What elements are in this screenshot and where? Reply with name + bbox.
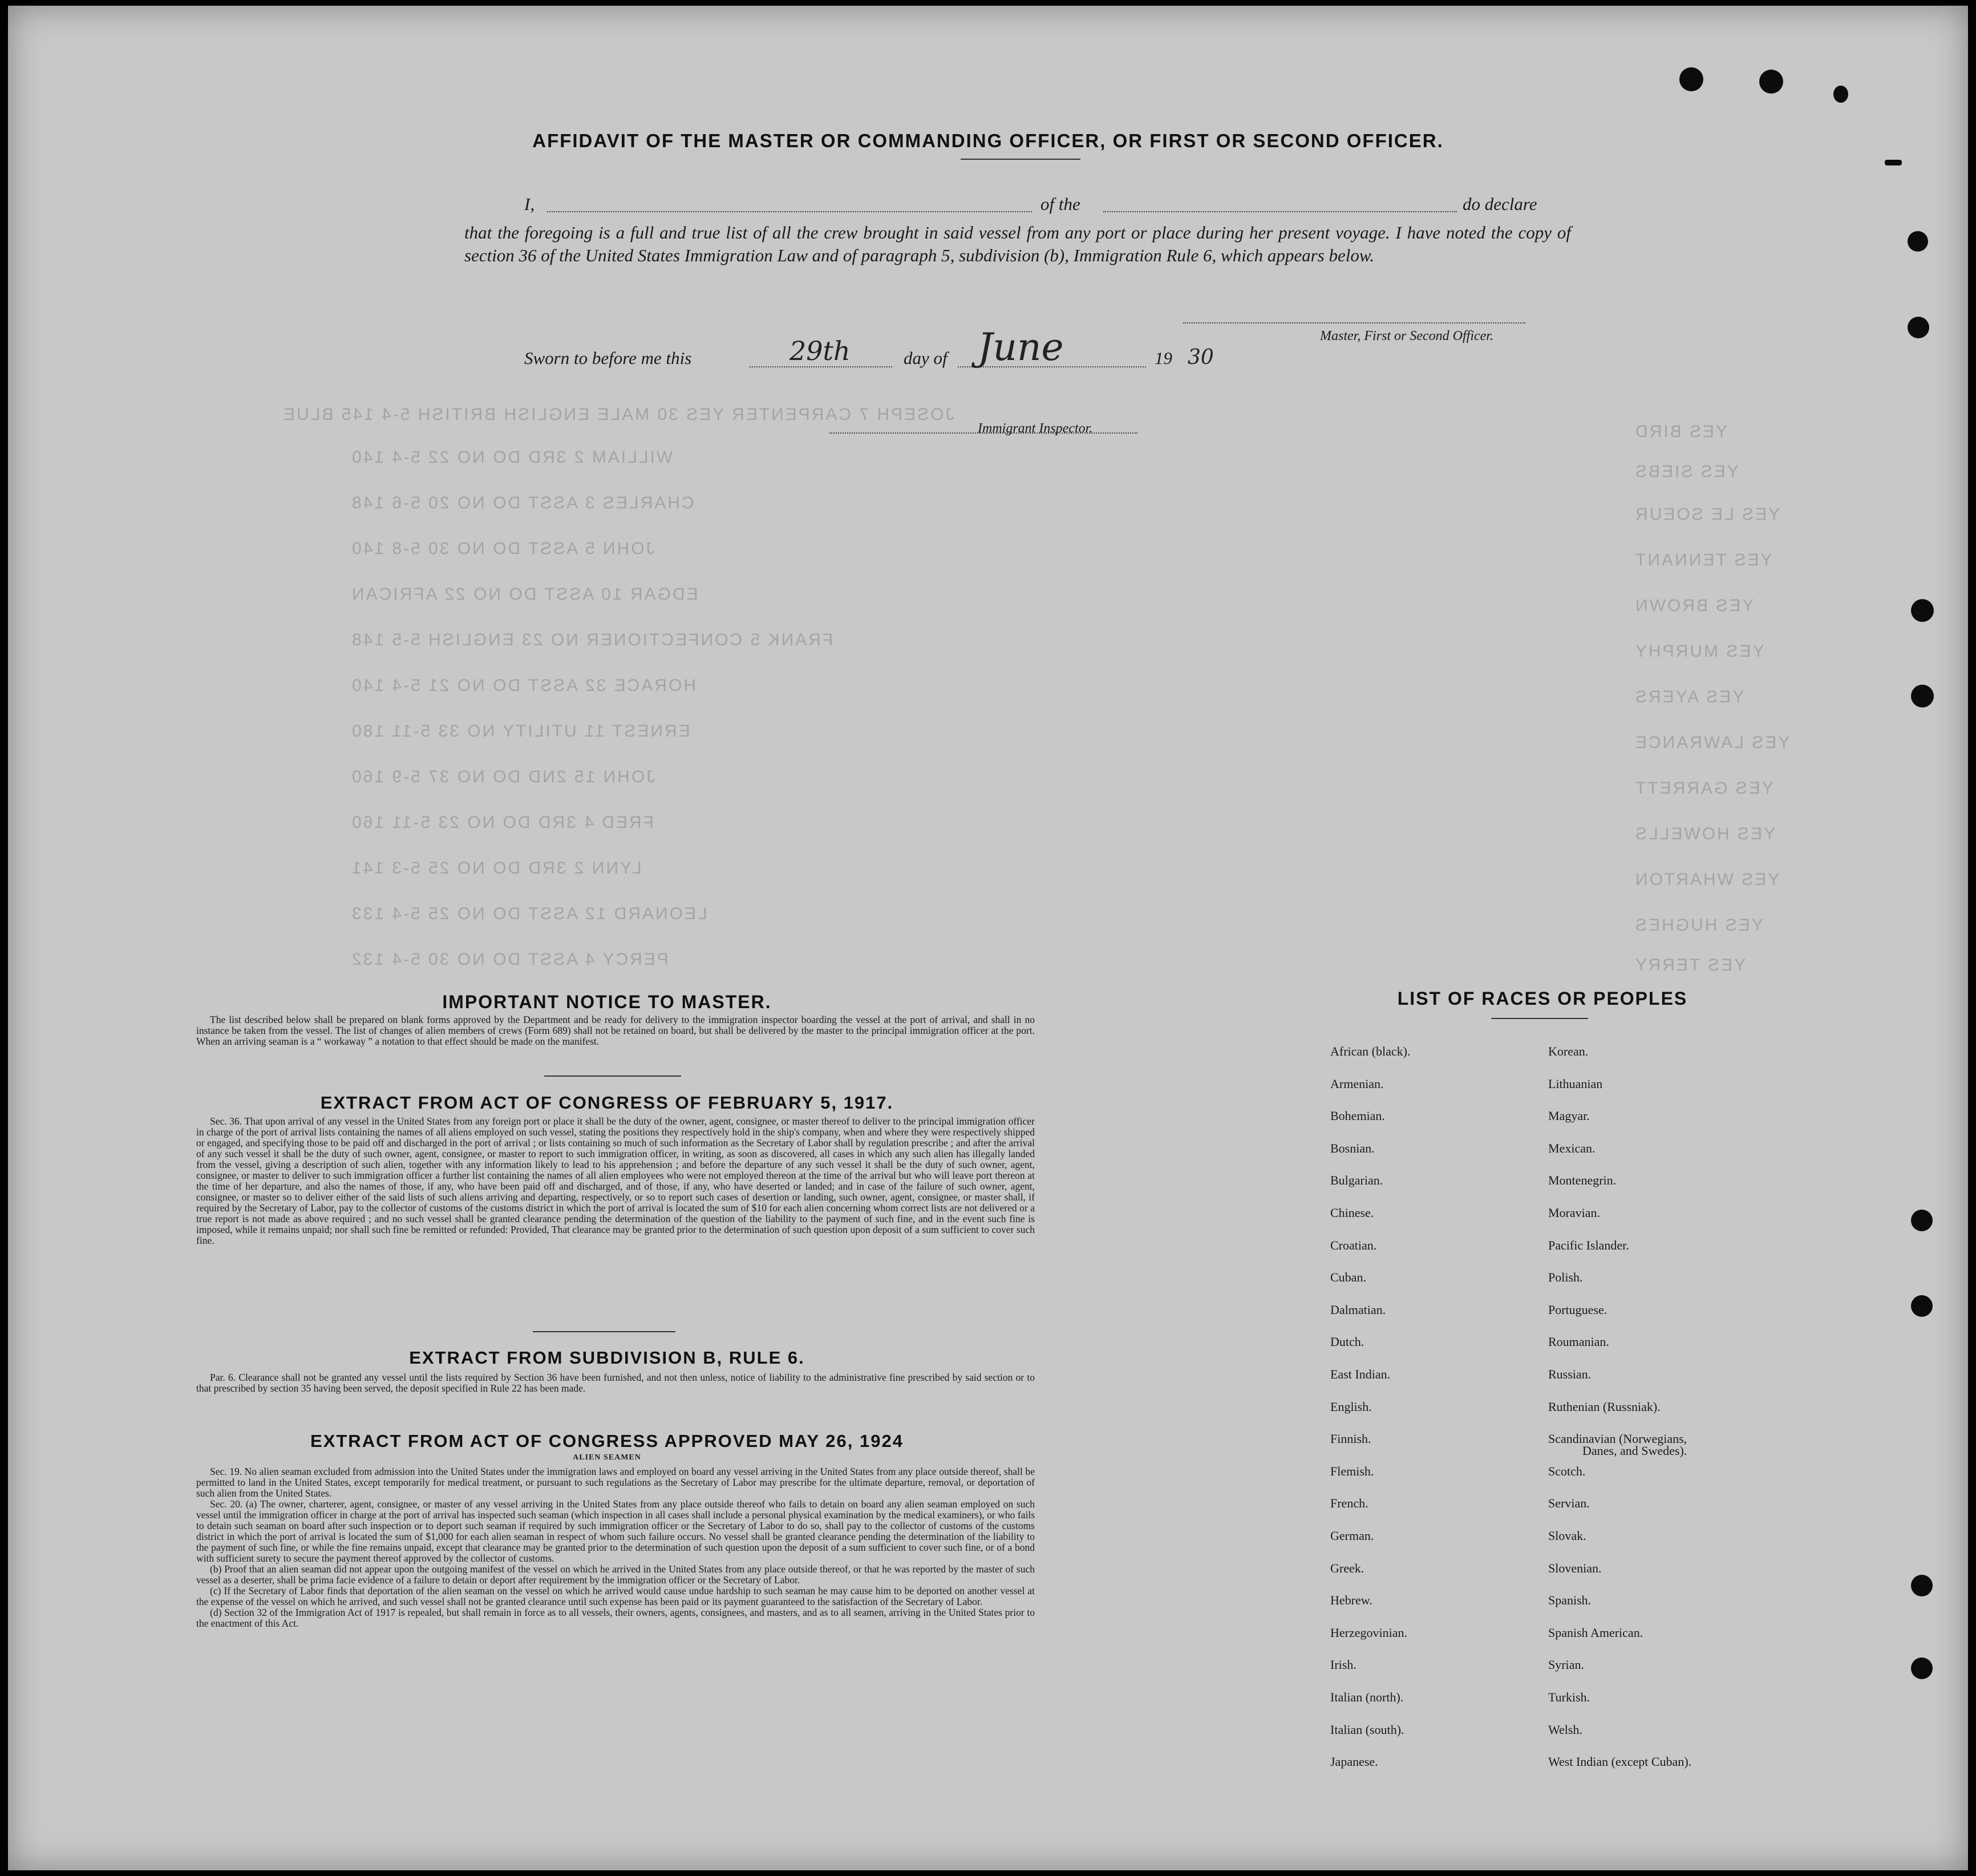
sworn-label: Sworn to before me this — [524, 348, 692, 368]
extract-1924-title: EXTRACT FROM ACT OF CONGRESS APPROVED MAY 26, 1924 — [310, 1431, 904, 1451]
race-entry: Roumanian. — [1548, 1335, 1609, 1349]
race-entry: African (black). — [1330, 1044, 1411, 1058]
race-entry: Dalmatian. — [1330, 1303, 1386, 1317]
par-6-text: Par. 6. Clearance shall not be granted any vessel until the lists required by Section 36 have been furnished, and not then unless, notice of liability to the administrative fine prescribed by said section or to that prescribed by section 35 having been served, the deposit specified in Rule 22 has been made. — [196, 1372, 1035, 1394]
race-entry: Korean. — [1548, 1044, 1589, 1058]
race-entry: English. — [1330, 1400, 1372, 1414]
race-entry: Bohemian. — [1330, 1109, 1385, 1123]
section-divider — [544, 1076, 681, 1077]
race-entry: Servian. — [1548, 1496, 1590, 1510]
sec-19-text: Sec. 19. No alien seaman excluded from admission into the United States under the immigration laws and employed on board any vessel arriving in the United States from any place outside thereof, shall be permitted to land in the United States, except temporarily for medical treatment, or pursuant to such regulations as the Secretary of Labor may prescribe for the ultimate departure, removal, or deportation of such alien from the United States. — [196, 1466, 1035, 1499]
race-entry: Scotch. — [1548, 1464, 1586, 1478]
race-entry: West Indian (except Cuban). — [1548, 1754, 1692, 1769]
race-entry: Spanish. — [1548, 1593, 1592, 1607]
section-divider — [533, 1331, 675, 1332]
title-divider — [961, 159, 1080, 160]
extract-1917-title: EXTRACT FROM ACT OF CONGRESS OF FEBRUARY 5, 1917. — [320, 1093, 894, 1113]
extract-rule6-title: EXTRACT FROM SUBDIVISION B, RULE 6. — [409, 1348, 805, 1368]
vessel-name-blank[interactable] — [1103, 211, 1457, 212]
important-notice-body — [196, 1014, 1035, 1047]
race-entry: Syrian. — [1548, 1657, 1584, 1672]
race-entry: Finnish. — [1330, 1432, 1371, 1446]
year-prefix: 19 — [1155, 348, 1172, 368]
affidavit-declare-label: do declare — [1463, 194, 1537, 214]
race-entry: Japanese. — [1330, 1754, 1378, 1769]
race-entry: Cuban. — [1330, 1270, 1366, 1284]
race-entry: Lithuanian — [1548, 1077, 1603, 1091]
race-entry: Scandinavian (Norwegians, — [1548, 1432, 1687, 1446]
master-name-blank[interactable] — [547, 211, 1032, 212]
race-entry: Bosnian. — [1330, 1141, 1375, 1155]
race-entry: Italian (north). — [1330, 1690, 1404, 1704]
race-entry: Polish. — [1548, 1270, 1583, 1284]
race-entry: Flemish. — [1330, 1464, 1374, 1478]
race-entry-continuation: Danes, and Swedes). — [1582, 1444, 1687, 1458]
day-of-label: day of — [904, 348, 947, 368]
alien-seamen-subtitle: ALIEN SEAMEN — [573, 1453, 641, 1462]
signature-line[interactable] — [1183, 322, 1525, 324]
race-entry: Croatian. — [1330, 1238, 1377, 1252]
affidavit-body: that the foregoing is a full and true list of all the crew brought in said vessel from any port or place during her present voyage. I have noted the copy of section 36 of the United States Immigration Law and of paragraph 5, subdivision (b), Immigration Rule 6, which appears below. — [464, 223, 1571, 265]
race-entry: Magyar. — [1548, 1109, 1590, 1123]
section-36-text: Sec. 36. That upon arrival of any vessel in the United States from any foreign port or place it shall be the duty of the owner, agent, consignee, or master thereof to deliver to the principal immigration officer in charge of the port of arrival lists containing the names of all aliens employed on such vessel, stating the positions they respectively hold in the ship's company, when and where they were respectively shipped or engaged, and specifying those to be paid off and discharged in the port of arrival ; or lists containing so much of such information as the Secretary of Labor shall by regulation prescribe ; and after the arrival of any such vessel it shall be the duty of such owner, agent, consignee, or master to report to such immigration officer, in writing, as soon as discovered, all cases in which any such alien has illegally landed from the vessel, giving a description of such alien, together with any information likely to lead to his apprehension ; and before the departure of any such vessel it shall be the duty of such owner, agent, consignee, or master to deliver to such immigration officer a further list containing the names of all alien employees who were not employed thereon at the time of the arrival but who will leave port thereon at the time of her departure, and also the names of those, if any, who have been paid off and discharged, and of those, if any, who have deserted or landed; and in case of the failure of such owner, agent, consignee, or master so to deliver either of the said lists of such aliens arriving and departing, respectively, or so to report such cases of desertion or landing, such owner, agent, consignee, or master shall, if required by the Secretary of Labor, pay to the collector of customs of the customs district in which the port of arrival is located the sum of $10 for each alien concerning whom correct lists are not delivered or a true report is not made as above required ; and no such vessel shall be granted clearance pending the determination of the question of the liability to the payment of such fine, and in the event such fine is imposed, while it remains unpaid; nor shall such fine be remitted or refunded: Provided, That clearance may be granted prior to the determination of such question upon deposit of a sum sufficient to cover such fine. — [196, 1115, 1035, 1246]
important-notice-text: The list described below shall be prepared on blank forms approved by the Department and be ready for delivery to the immigration inspector boarding the vessel at the port of arrival, and shall in no instance be taken from the vessel. The list of changes of alien members of crews (Form 689) shall not be retained on board, but shall be delivered by the master to the principal immigration officer at the port. When an arriving seaman is a “ workaway ” a notation to that effect should be made on the manifest. — [196, 1014, 1035, 1047]
race-entry: French. — [1330, 1496, 1368, 1510]
race-entry: Armenian. — [1330, 1077, 1384, 1091]
race-entry: Montenegrin. — [1548, 1173, 1617, 1187]
day-handwritten: 29th — [789, 335, 851, 366]
sec-20a-text: Sec. 20. (a) The owner, charterer, agent, consignee, or master of any vessel arriving in the United States from any place outside thereof who fails to detain on board any alien seaman employed on such vessel until the immigration officer in charge at the port of arrival has inspected such seaman (which inspection in all cases shall include a personal physical examination by the medical examiners), or who fails to detain such seaman on board after such inspection or to deport such seaman if required by such immigration officer or the Secretary of Labor to do so, shall pay to the collector of customs of the customs district in which the port of arrival is located the sum of $1,000 for each alien seaman in respect of whom such failure occurs. No vessel shall be granted clearance pending the determination of the liability to the payment of such fine, or while the fine remains unpaid, except that clearance may be granted prior to the determination of such question upon the deposit of a sum sufficient to cover such fine, or of a bond with sufficient surety to secure the payment thereof approved by the collector of customs. — [196, 1498, 1035, 1564]
race-entry: Hebrew. — [1330, 1593, 1372, 1607]
signature-caption: Master, First or Second Officer. — [1320, 329, 1493, 343]
race-entry: Irish. — [1330, 1657, 1357, 1672]
important-notice-title: IMPORTANT NOTICE TO MASTER. — [442, 992, 772, 1012]
race-entry: Dutch. — [1330, 1335, 1364, 1349]
race-entry: Italian (south). — [1330, 1723, 1404, 1737]
race-entry: Turkish. — [1548, 1690, 1590, 1704]
day-blank[interactable] — [750, 366, 892, 367]
sec-20d-text: (d) Section 32 of the Immigration Act of 1917 is repealed, but shall remain in force as to all vessels, their owners, agents, consignees, and masters, and as to all seamen, arriving in the United States prior to the enactment of this Act. — [196, 1607, 1035, 1629]
race-entry: Russian. — [1548, 1367, 1592, 1381]
month-handwritten: June — [978, 325, 1064, 369]
extract-1924-body — [196, 1466, 1035, 1629]
affidavit-i-label: I, — [524, 194, 535, 214]
race-entry: Chinese. — [1330, 1206, 1374, 1220]
year-handwritten: 30 — [1188, 346, 1214, 369]
race-entry: Portuguese. — [1548, 1303, 1607, 1317]
sec-20c-text: (c) If the Secretary of Labor finds that deportation of the alien seaman on the vessel on which he arrived would cause undue hardship to such seaman he may cause him to be deported on another vessel at the expense of the vessel on which he arrived, and such vessel shall not be granted clearance until such expense has been paid or its payment guaranteed to the satisfaction of the Secretary of Labor. — [196, 1585, 1035, 1607]
extract-1917-body — [196, 1116, 1035, 1246]
race-entry: Slovenian. — [1548, 1561, 1602, 1575]
races-divider — [1491, 1018, 1588, 1019]
affidavit-title: AFFIDAVIT OF THE MASTER OR COMMANDING OFFICER, OR FIRST OR SECOND OFFICER. — [532, 130, 1444, 151]
race-entry: Bulgarian. — [1330, 1173, 1383, 1187]
race-entry: Mexican. — [1548, 1141, 1596, 1155]
race-entry: Welsh. — [1548, 1723, 1582, 1737]
sec-20b-text: (b) Proof that an alien seaman did not appear upon the outgoing manifest of the vessel on which he arrived in the United States from any place outside thereof, or that he was reported by the master of such vessel as a deserter, shall be prima facie evidence of a failure to detain or deport after requirement by the immigration officer or the Secretary of Labor. — [196, 1563, 1035, 1586]
manifest-page: JOSEPH 7 CARPENTER YES 30 MALE ENGLISH BRITISH 5-4 145 BLUE WILLIAM 2 3RD DO NO 22 5-4 140 CHARLES 3 ASST DO NO 20 5-6 148 JOHN 5 ASST DO NO 30 5-8 140 EDGAR 10 ASST DO NO 22 AFRICAN FRANK 5 CONFECTIONER NO 23 ENGLISH 5-5 148 HORACE 32 ASST DO NO 21 5-4 140 ERNEST 11 UTILITY NO 33 5-11 180 JOHN 15 2ND DO NO 37 5-9 160 FRED 4 3RD DO NO 23 5-11 160 LYNN 2 3RD DO NO 25 5-3 141 LEONARD 12 ASST DO NO 25 5-4 133 PERCY 4 ASST DO NO 30 5-4 132 YES BIRD YES SIEBS YES LE SOEUR YES TENNANT YES BROWN YES MURPHY YES AYERS YES LAWRANCE YES GARRETT YES HOWELLS YES WHARTON YES HUGHES YES TERRY AFFIDAVIT OF THE MASTER OR COMMANDING OFFICER, OR FIRST OR SECOND OFFICER. I, of the do declare that the foregoing is a full and true list of all the crew brought in said vessel from any port or place during her present voyage. I have noted the copy of section 36 of the United States Immigration Law and of paragraph 5, subdivision (b), Immigration Rule 6, which appears below. Master, First or Second Officer. Sworn to before me this 29th day of June 19 30 Immigrant Inspector. IMPORTANT NOTICE TO MASTER. The list described below shall be prepared on blank forms approved by the Department and be ready for delivery to the immigration inspector boarding the vessel at the port of arrival, and shall in no instance be taken from the vessel. The list of changes of alien members of crews (Form 689) shall not be retained on board, but shall be delivered by the master to the principal immigration officer at the port. When an arriving seaman is a “ workaway ” a notation to that effect should be made on the manifest. EXTRACT FROM ACT OF CONGRESS OF FEBRUARY 5, 1917. Sec. 36. That upon arrival of any vessel in the United States from any foreign port or place it shall be the duty of the owner, agent, consignee, or master thereof to deliver to the principal immigration officer in charge of the port of arrival lists containing the names of all aliens employed on such vessel, stating the positions they respectively hold in the ship's company, when and where they were respectively shipped or engaged, and specifying those to be paid off and discharged in the port of arrival ; or lists containing so much of such information as the Secretary of Labor shall by regulation prescribe ; and after the arrival of any such vessel it shall be the duty of such owner, agent, consignee, or master to report to such immigration officer, in writing, as soon as discovered, all cases in which any such alien has illegally landed from the vessel, giving a description of such alien, together with any information likely to lead to his apprehension ; and before the departure of any such vessel it shall be the duty of such owner, agent, consignee, or master to deliver to such immigration officer a further list containing the names of all alien employees who were not employed thereon at the time of the arrival but who will leave port thereon at the time of her departure, and also the names of those, if any, who have been paid off and discharged, and of those, if any, who have deserted or landed; and in case of the failure of such owner, agent, consignee, or master so to deliver either of the said lists of such aliens arriving and departing, respectively, or so to report such cases of desertion or landing, such owner, agent, consignee, or master shall, if required by the Secretary of Labor, pay to the collector of customs of the customs district in which the port of arrival is located the sum of $10 for each alien concerning whom correct lists are not delivered or a true report is not made as above required ; and no such vessel shall be granted clearance pending the determination of the question of the liability to the payment of such fine, and in the event such fine is imposed, while it remains unpaid; nor shall such fine be remitted or refunded: Provided, That clearance may be granted prior to the determination of such question upon deposit of a sum sufficient to cover such fine. EXTRACT FROM SUBDIVISION B, RULE 6. Par. 6. Clearance shall not be granted any vessel until the lists required by Section 36 have been furnished, and not then unless, notice of liability to the administrative fine prescribed by said section or to that prescribed by section 35 having been served, the deposit specified in Rule 22 has been made. EXTRACT FROM ACT OF CONGRESS APPROVED MAY 26, 1924 ALIEN SEAMEN Sec. 19. No alien seaman excluded from admission into the United States under the immigration laws and employed on board any vessel arriving in the United States from any place outside thereof, shall be permitted to land in the United States, except temporarily for medical treatment, or pursuant to such regulations as the Secretary of Labor may prescribe for the ultimate departure, removal, or deportation of such alien from the United States. Sec. 20. (a) The owner, charterer, agent, consignee, or master of any vessel arriving in the United States from any place outside thereof who fails to detain on board any alien seaman employed on such vessel until the immigration officer in charge at the port of arrival has inspected such seaman (which inspection in all cases shall include a personal physical examination by the medical examiners), or who fails to detain such seaman on board after such inspection or to deport such seaman if required by such immigration officer or the Secretary of Labor to do so, shall pay to the collector of customs of the customs district in which the port of arrival is located the sum of $1,000 for each alien seaman in respect of whom such failure occurs. No vessel shall be granted clearance pending the determination of the liability to the payment of such fine, or while the fine remains unpaid, except that clearance may be granted prior to the determination of such question upon the deposit of a sum sufficient to cover such fine, or of a bond with sufficient surety to secure the payment thereof approved by the collector of customs. (b) Proof that an alien seaman did not appear upon the outgoing manifest of the vessel on which he arrived in the United States from any place outside thereof, or that he was reported by the master of such vessel as a deserter, shall be prima facie evidence of a failure to detain or deport after requirement by the immigration officer or the Secretary of Labor. (c) If the Secretary of Labor finds that deportation of the alien seaman on the vessel on which he arrived would cause undue hardship to such seaman he may cause him to be deported on another vessel at the expense of the vessel on which he arrived, and such vessel shall not be granted clearance until such expense has been paid or its payment guaranteed to the satisfaction of the Secretary of Labor. (d) Section 32 of the Immigration Act of 1917 is repealed, but shall remain in force as to all vessels, their owners, agents, consignees, and masters, and as to all seamen, arriving in the United States prior to the enactment of this Act. LIST OF RACES OR PEOPLES African (black). Armenian. Bohemian. Bosnian. Bulgarian. Chinese. Croatian. Cuban. Dalmatian. Dutch. East Indian. English. Finnish. Flemish. French. German. Greek. Hebrew. Herzegovinian. Irish. Italian (north). Italian (south). Japanese. Korean. Lithuanian Magyar. Mexican. Montenegrin. Moravian. Pacific Islander. Polish. Portuguese. Roumanian. Russian. Ruthenian (Russniak). Scandinavian (Norwegians, Scotch. Servian. Slovak. Slovenian. Spanish. Spanish American. Syrian. Turkish. Welsh. West Indian (except Cuban). Danes, and Swedes). — [8, 6, 1968, 1870]
race-entry: East Indian. — [1330, 1367, 1391, 1381]
race-entry: Pacific Islander. — [1548, 1238, 1629, 1252]
race-entry: Spanish American. — [1548, 1626, 1643, 1640]
race-entry: Slovak. — [1548, 1529, 1586, 1543]
races-title: LIST OF RACES OR PEOPLES — [1397, 988, 1688, 1009]
extract-rule6-body — [196, 1372, 1035, 1394]
race-entry: Ruthenian (Russniak). — [1548, 1400, 1661, 1414]
race-entry: Greek. — [1330, 1561, 1364, 1575]
inspector-caption: Immigrant Inspector. — [978, 421, 1093, 436]
affidavit-of-the-label: of the — [1040, 194, 1080, 214]
race-entry: German. — [1330, 1529, 1374, 1543]
race-entry: Moravian. — [1548, 1206, 1601, 1220]
race-entry: Herzegovinian. — [1330, 1626, 1407, 1640]
